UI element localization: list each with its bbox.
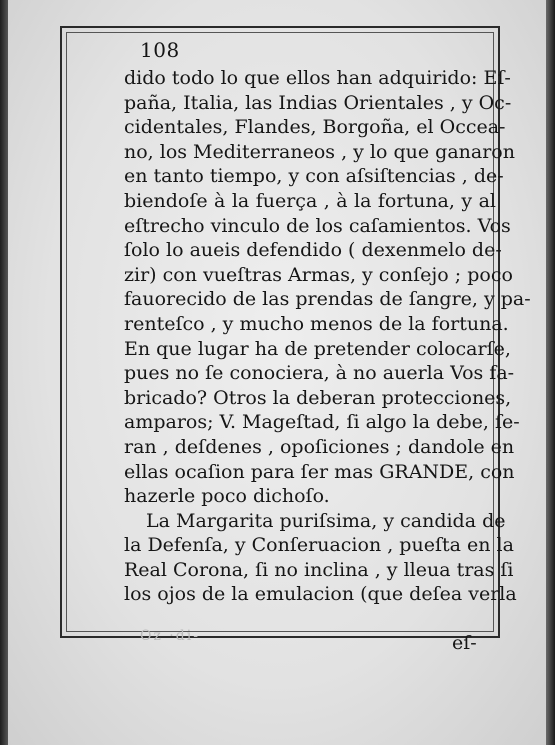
text-line: fauorecido de las prendas de ſangre, y pa- xyxy=(124,288,531,311)
text-line: En que lugar ha de pretender colocarſe, xyxy=(124,337,511,360)
text-line: cidentales, Flandes, Borgoña, el Occea- xyxy=(124,116,506,139)
bleed-through-text: Oz ·di- xyxy=(140,628,200,644)
text-line: Real Corona, ſi no inclina , y lleua tras ſi xyxy=(124,558,514,581)
catchword: eſ- xyxy=(452,632,477,654)
left-page-edge xyxy=(0,0,8,745)
text-line: paña, Italia, las Indias Orientales , y Oc- xyxy=(124,91,512,114)
text-line: pues no ſe conociera, à no auerla Vos fa- xyxy=(124,362,515,385)
text-line: renteſco , y mucho menos de la fortuna. xyxy=(124,312,509,335)
text-line: los ojos de la emulacion (que deſea verla xyxy=(124,583,517,606)
text-line: biendoſe à la fuerça , à la fortuna, y al xyxy=(124,189,496,212)
text-line: dido todo lo que ellos han adquirido: Eſ- xyxy=(124,67,511,89)
text-line: ran , deſdenes , opoſiciones ; dandole en xyxy=(124,435,515,458)
text-line: ellas ocaſion para ſer mas GRANDE, con xyxy=(124,460,515,483)
text-line: amparos; V. Mageſtad, ſi algo la debe, ſe- xyxy=(124,411,520,434)
text-line: hazerle poco dichoſo. xyxy=(124,485,330,508)
right-page-edge xyxy=(546,0,555,745)
page-number: 108 xyxy=(140,38,180,62)
text-line: la Defenſa, y Conſeruacion , pueſta en la xyxy=(124,534,514,557)
text-line: La Margarita puriſsima, y candida de xyxy=(146,509,506,532)
text-line: bricado? Otros la deberan protecciones, xyxy=(124,386,512,409)
text-line: zir) con vueſtras Armas, y conſejo ; poco xyxy=(124,263,513,286)
text-line: en tanto tiempo, y con aſsiſtencias , de- xyxy=(124,165,504,188)
text-line: no, los Mediterraneos , y lo que ganaron xyxy=(124,140,515,163)
text-line: ſolo lo aueis defendido ( dexenmelo de- xyxy=(124,239,502,262)
body-text xyxy=(124,66,531,607)
text-line: eſtrecho vinculo de los caſamientos. Vos xyxy=(124,214,511,237)
